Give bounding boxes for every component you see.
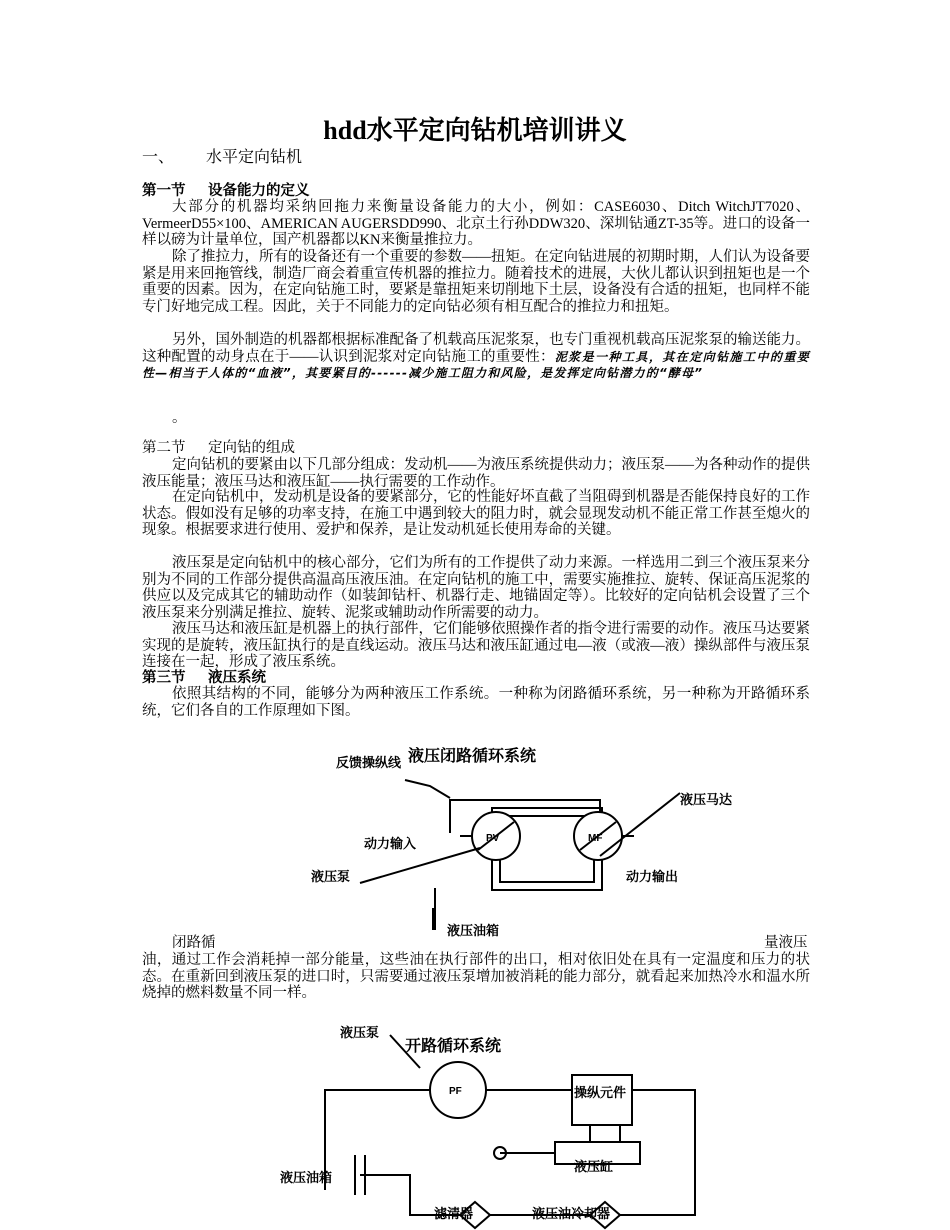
cylinder-label: 液压缸 xyxy=(574,1159,614,1174)
section-2-paragraph-1: 定向钻机的要紧由以下几部分组成：发动机——为液压系统提供动力；液压泵——为各种动作的提供液压能量；液压马达和液压缸——执行需要的工作动作。 xyxy=(142,457,810,490)
cooler-label: 液压油冷却器 xyxy=(532,1206,611,1221)
pump-leader-line xyxy=(360,848,480,883)
section-1-paragraph-3-text: 另外，国外制造的机器都根据标准配备了机载高压泥浆泵，也专门重视机载高压泥浆泵的输送能力。这种配置的动身点在于——认识到泥浆对定向钻施工的重要性： xyxy=(142,332,810,365)
tank-drain-line xyxy=(433,888,435,930)
section-3-heading xyxy=(142,670,266,686)
feedback-line-label: 反馈操纵线 xyxy=(336,755,402,770)
open-tank-label: 液压油箱 xyxy=(280,1170,333,1185)
power-input-label: 动力输入 xyxy=(364,836,417,851)
section-1-title: 设备能力的定义 xyxy=(208,183,310,199)
power-output-label: 动力输出 xyxy=(626,869,679,884)
section-1-paragraph-1: 大部分的机器均采纳回拖力来衡量设备能力的大小，例如：CASE6030、Ditch WitchJT7020、VermeerD55×100、AMERICAN AUGERSDD990、北京土行孙DDW320、深圳钻通ZT-35等。进口的设备一样以磅为计量单位，国产机器都以KN来衡量推拉力。 xyxy=(142,199,810,249)
chapter-heading xyxy=(142,144,302,167)
open-circuit-diagram xyxy=(300,1030,720,1230)
section-2-paragraph-3: 液压泵是定向钻机中的核心部分，它们为所有的工作提供了动力来源。一样选用二到三个液压泵来分别为不同的工作部分提供高温高压液压油。在定向钻机的施工中，需要实施推拉、旋转、保证高压泥浆的供应以及完成其它的辅助动作（如装卸钻杆、机器行走、地锚固定等）。比较好的定向钻机会设置了三个液压泵来分别满足推拉、旋转、泥浆或辅助动作所需要的动力。 xyxy=(142,555,810,621)
section-2-label: 第二节 xyxy=(142,440,186,456)
section-2-title: 定向钻的组成 xyxy=(208,440,295,456)
section-3-paragraph-1: 依照其结构的不同，能够分为两种液压工作系统。一种称为闭路循环系统，另一种称为开路循环系统，它们各自的工作原理如下图。 xyxy=(142,686,810,719)
control-element-label: 操纵元件 xyxy=(574,1085,627,1100)
open-circuit-title: 开路循环系统 xyxy=(405,1038,502,1055)
chapter-number: 一、 xyxy=(142,149,175,166)
section-1-heading xyxy=(142,183,310,199)
cylinder-feed-lines xyxy=(590,1125,620,1142)
closed-circuit-title: 液压闭路循环系统 xyxy=(408,748,537,765)
oil-tank-label: 液压油箱 xyxy=(447,923,500,938)
chapter-title: 水平定向钻机 xyxy=(206,149,303,166)
section-2-heading xyxy=(142,440,295,456)
closed-circuit-paragraph-right: 量液压 xyxy=(764,935,808,951)
filter-label: 滤清器 xyxy=(434,1206,474,1221)
document-title: hdd水平定向钻机培训讲义 xyxy=(323,116,627,145)
section-2-paragraph-2: 在定向钻机中，发动机是设备的要紧部分，它的性能好坏直截了当阻碍到机器是否能保持良好的工作状态。假如没有足够的功率支持，在施工中遇到较大的阻力时，就会显现发动机不能正常工作甚至熄火的现象。根据要求进行使用、爱护和保养，是让发动机延长使用寿命的关键。 xyxy=(142,489,810,539)
pv-label: PV xyxy=(486,833,500,844)
open-pump-label: 液压泵 xyxy=(340,1025,380,1040)
closed-circuit-paragraph: 油，通过工作会消耗掉一部分能量，这些油在执行部件的出口，相对依旧处在具有一定温度和压力的状态。在重新回到液压泵的进口时，只需要通过液压泵增加被消耗的能力部分，就看起来加热冷水和温水所烧掉的燃料数量不同一样。 xyxy=(142,952,810,1002)
end-mark: 。 xyxy=(172,410,187,426)
section-3-title: 液压系统 xyxy=(208,670,266,686)
section-3-label: 第三节 xyxy=(142,670,186,686)
section-2-paragraph-4: 液压马达和液压缸是机器上的执行部件，它们能够依照操作者的指令进行需要的动作。液压马达要紧实现的是旋转，液压缸执行的是直线运动。液压马达和液压缸通过电—液（或液—液）操纵部件与液压泵连接在一起，形成了液压系统。 xyxy=(142,621,810,671)
hydraulic-motor-label: 液压马达 xyxy=(680,792,733,807)
feedback-control-line xyxy=(405,780,450,798)
mud-quote: 泥浆是一种工具，其在定向钻施工中的重要性—相当于人体的“血液”，其要紧目的------减少施工阻力和风险，是发挥定向钻潜力的“酵母” xyxy=(142,349,810,381)
closed-circuit-paragraph-start: 闭路循 xyxy=(172,935,216,951)
section-1-label: 第一节 xyxy=(142,183,186,199)
pf-label: PF xyxy=(449,1086,462,1097)
section-1-paragraph-3 xyxy=(142,332,810,382)
mf-label: MF xyxy=(588,833,603,844)
section-1-paragraph-2: 除了推拉力，所有的设备还有一个重要的参数——扭矩。在定向钻进展的初期时期，人们认为设备要紧是用来回拖管线，制造厂商会着重宣传机器的推拉力。随着技术的进展，大伙儿都认识到扭矩也是一个重要的因素。因为，在定向钻施工时，要紧是靠扭矩来切削地下土层，设备没有合适的扭矩，也同样不能专门好地完成工程。因此，关于不同能力的定向钻必须有相互配合的推拉力和扭矩。 xyxy=(142,249,810,315)
hydraulic-pump-label: 液压泵 xyxy=(311,869,351,884)
